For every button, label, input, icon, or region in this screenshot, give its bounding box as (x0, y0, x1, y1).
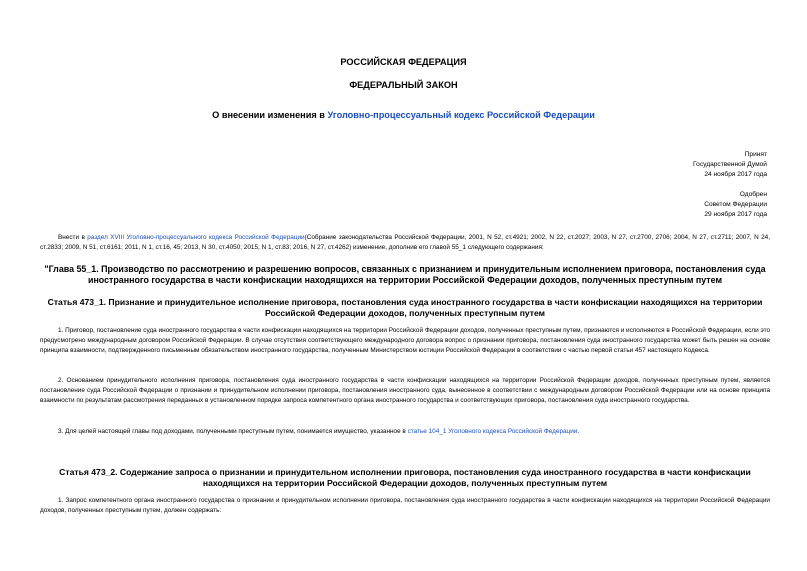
article-473-1-paragraph-1 (40, 326, 770, 356)
intro-prefix: Внести в (58, 234, 88, 241)
criminal-procedure-code-link[interactable]: Уголовно-процессуальный кодекс Российской Федерации (327, 110, 595, 120)
chapter-heading: "Глава 55_1. Производство по рассмотрению и разрешению вопросов, связанных с признанием и принудительным исполнением приговора, постановления суда иностранного государства в части конфискации находящихся на территории Российской Федерации доходов, полученных преступным путем (44, 264, 766, 285)
approved-date: 29 ноября 2017 года (704, 211, 767, 218)
article-104-1-link[interactable]: статье 104_1 Уголовного кодекса Российской Федерации (407, 428, 578, 435)
article-473-1-heading: Статья 473_1. Признание и принудительное исполнение приговора, постановления суда иностранного государства в части конфискации находящихся на территории Российской Федерации доходов, полученных преступным путем (47, 297, 763, 318)
law-title-prefix: О внесении изменения в (212, 110, 328, 120)
article-473-2-paragraph-1-text: 1. Запрос компетентного органа иностранного государства о признании и принудительном исполнении приговора, постановления суда иностранного государства в части конфискации находящихся на территории Российской Федерации доходов, полученных преступным путем, должен содержать: (40, 497, 770, 514)
law-title (0, 110, 807, 120)
article-473-1-paragraph-2-text: 2. Основанием принудительного исполнения приговора, постановления суда иностранного государства в части конфискации находящихся на территории Российской Федерации доходов, полученных преступным путем, является постановление суда Российской Федерации о признании и принудительном исполнении приговора, постановления иностранного суда, вынесенное в соответствии с международным договором Российской Федерации или на основе принципа взаимности по результатам рассмотрения переданных в установленном порядке запроса компетентного органа иностранного государства и соответствующих приговора, постановления суда иностранного государства. (40, 377, 770, 404)
article-473-1-paragraph-3-suffix: . (577, 428, 580, 435)
article-473-1-paragraph-3-prefix: 3. Для целей настоящей главы под доходами, полученными преступным путем, понимается имущество, указанное в (58, 428, 408, 435)
article-473-1-paragraph-1-text: 1. Приговор, постановление суда иностранного государства в части конфискации находящихся на территории Российской Федерации доходов, полученных преступным путем, признаются и исполняются в Российской Федерации, если это предусмотрено международным договором Российской Федерации. В случае отсутствия соответствующего международного договора вопрос о признании приговора, постановления суда иностранного государства может быть решен на основе принципа взаимности, подтвержденного письменным обязательством иностранного государства, полученным Министерством юстиции Российской Федерации в соответствии с частью первой статьи 457 настоящего Кодекса. (40, 327, 770, 354)
section-xviii-link[interactable]: раздел XVIII Уголовно-процессуального кодекса Российской Федерации (87, 234, 305, 241)
intro-rest: (Собрание законодательства Российской Федерации, 2001, N 52, ст.4921; 2002, N 22, ст.2027; 2003, N 27, ст.2700, 2706; 2004, N 27, ст.2711; 2007, N 24, ст.2833; 2009, N 51, ст.6161; 2011, N 1, ст.16, 45; 2013, N 30, ст.4050; 2015, N 1, ст.83; 2016, N 27, ст.4262) изменение, дополнив его главой 55_1 следующего содержания: (40, 234, 770, 251)
approved-label: Одобрен (739, 191, 767, 198)
adopted-label: Принят (744, 151, 767, 158)
adoption-block (693, 150, 767, 180)
intro-paragraph (40, 233, 770, 253)
approved-by: Советом Федерации (704, 201, 767, 208)
law-type-title: ФЕДЕРАЛЬНЫЙ ЗАКОН (349, 80, 458, 90)
adopted-date: 24 ноября 2017 года (704, 171, 767, 178)
article-473-2-heading: Статья 473_2. Содержание запроса о признании и принудительном исполнении приговора, постановления суда иностранного государства в части конфискации находящихся на территории Российской Федерации доходов, полученных преступным путем (59, 467, 751, 488)
article-473-2-paragraph-1 (40, 496, 770, 516)
approval-block (704, 190, 767, 220)
article-473-1-paragraph-3 (40, 427, 770, 437)
article-473-1-paragraph-2 (40, 376, 770, 406)
adopted-by: Государственной Думой (693, 161, 767, 168)
country-title: РОССИЙСКАЯ ФЕДЕРАЦИЯ (340, 57, 467, 67)
